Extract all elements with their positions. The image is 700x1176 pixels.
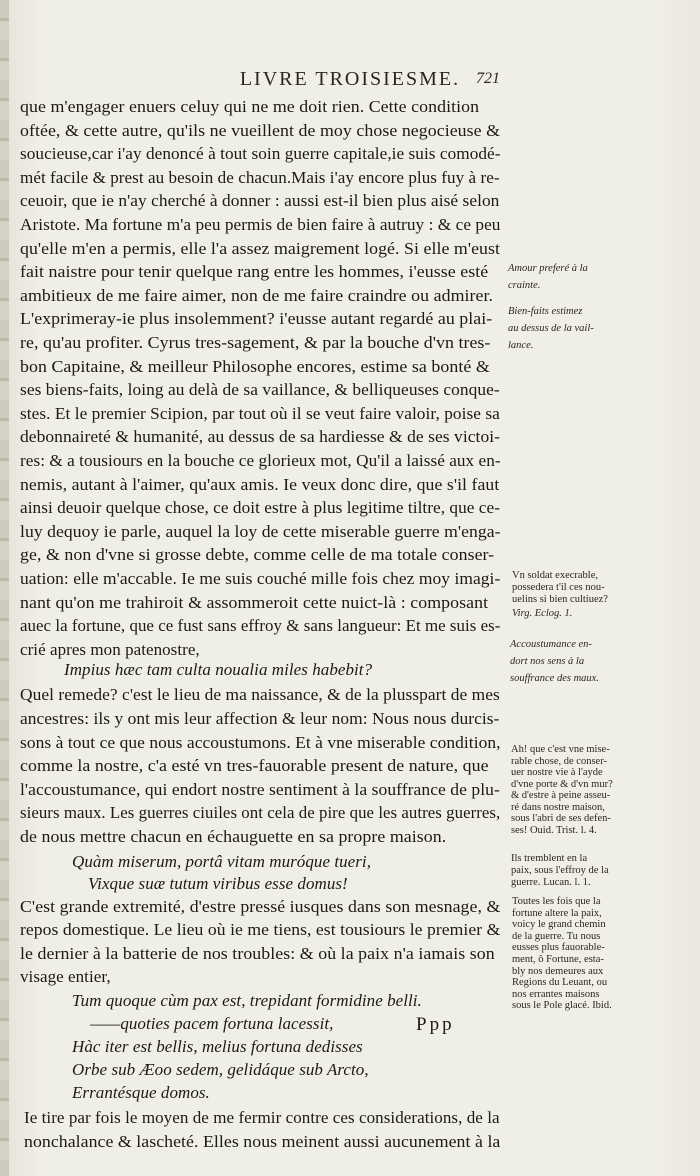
- margin-note-line: Toutes les fois que la: [512, 896, 601, 907]
- margin-note-line: voicy le grand chemin: [512, 919, 606, 931]
- verse-line: Quàm miserum, portâ vitam muróque tueri,: [72, 852, 372, 871]
- text-line: ses biens-faits, loing au delà de sa vaillance, & belliqueuses conque-: [20, 380, 500, 399]
- text-line: re, qu'au profiter. Cyrus tres-sagement, & par la bouche d'vn tres-: [20, 333, 491, 352]
- margin-note-line: d'vne porte & d'vn mur?: [511, 778, 613, 790]
- margin-note-line: Ah! que c'est vne mise-: [511, 744, 610, 755]
- margin-note-line: uer nostre vie à l'ayde: [511, 767, 603, 778]
- margin-note-line: sous l'abri de ses defen-: [511, 813, 611, 824]
- margin-note-line: Bien-faits estimez: [508, 306, 583, 317]
- text-line: L'exprimeray-ie plus insolemment? i'eusse autant regardé au plai-: [20, 309, 493, 328]
- margin-note-line: Vn soldat execrable,: [512, 570, 599, 581]
- margin-note-line: ses! Ouid. Trist. l. 4.: [511, 824, 597, 836]
- margin-note-line: crainte.: [508, 280, 541, 291]
- margin-note-line: rable chose, de conser-: [511, 755, 607, 767]
- text-line: crié apres mon patenostre,: [20, 640, 200, 659]
- verse-line: Orbe sub Æoo sedem, gelidáque sub Arcto,: [72, 1060, 369, 1079]
- margin-note-line: lance.: [508, 340, 534, 351]
- text-line: comme la nostre, c'a esté vn tres-fauorable present de nature, que: [20, 756, 489, 775]
- text-line: oftée, & cette autre, qu'ils ne vueillent de moy chose negocieuse &: [20, 121, 501, 140]
- text-line: ainsi deuoir quelque chose, ce doit estre à plus legitime tiltre, que ce-: [20, 498, 500, 517]
- margin-note-line: bly nos demeures aux: [512, 965, 604, 977]
- text-line: Ie tire par fois le moyen de me fermir contre ces considerations, de la: [24, 1108, 500, 1127]
- verse-line: Vixque suæ tutum viribus esse domus!: [88, 874, 348, 893]
- text-line: uation: elle m'accable. Ie me suis couché mille fois chez moy imagi-: [20, 569, 501, 588]
- text-line: bon Capitaine, & meilleur Philosophe encores, estime sa bonté &: [20, 357, 490, 376]
- margin-note-line: eusses plus fauorable-: [512, 942, 605, 954]
- text-line: que m'engager enuers celuy qui ne me doit rien. Cette condition: [20, 97, 480, 116]
- margin-note-line: guerre. Lucan. l. 1.: [511, 877, 591, 888]
- margin-note-line: sous le Pole glacé. Ibid.: [512, 1000, 612, 1012]
- margin-note-line: ment, ô Fortune, esta-: [512, 954, 604, 965]
- text-line: debonnaireté & humanité, au dessus de sa hardiesse & de ses victoi-: [20, 427, 501, 446]
- text-line: nant qu'on me trahiroit & assommeroit cette nuict-là : composant: [20, 593, 489, 612]
- text-line: de nous mettre chacun en échauguette en sa propre maison.: [20, 827, 447, 846]
- verse-line: ——quoties pacem fortuna lacessit,: [90, 1014, 334, 1033]
- text-line: stes. Et le premier Scipion, par tout où il se veut faire valoir, poise sa: [20, 404, 500, 423]
- text-line: Aristote. Ma fortune m'a peu permis de bien faire à autruy : & ce peu: [20, 215, 501, 234]
- margin-note-ref: Virg. Eclog. 1.: [512, 608, 573, 619]
- text-line: nemis, autant à l'aimer, qu'aux amis. Ie veux donc dire, que s'il faut: [20, 475, 500, 494]
- signature-mark: Ppp: [416, 1014, 455, 1035]
- margin-note-line: au dessus de la vail-: [508, 323, 594, 334]
- margin-note-line: Regions du Leuant, ou: [512, 977, 608, 989]
- verse-line: Tum quoque cùm pax est, trepidant formidine belli.: [72, 991, 422, 1010]
- text-line: l'accoustumance, qui endort nostre sentiment à la souffrance de plu-: [20, 780, 500, 799]
- margin-note-line: ré dans nostre maison,: [511, 801, 605, 813]
- margin-note-line: souffrance des maux.: [510, 673, 599, 684]
- text-line: mét facile & prest au besoin de chacun.Mais i'ay encore plus fuy à re-: [20, 168, 500, 187]
- text-line: res: & a tousiours en la bouche ce glorieux mot, Qu'il a laissé aux en-: [20, 451, 501, 470]
- text-line: sieurs maux. Les guerres ciuiles ont cela de pire que les autres guerres,: [20, 803, 501, 822]
- margin-note-line: possedera t'il ces nou-: [512, 582, 605, 593]
- margin-note-line: de la guerre. Tu nous: [512, 930, 601, 942]
- binding-gutter: [0, 0, 9, 1176]
- text-line: qu'elle m'en a permis, elle l'a assez maigrement logé. Si elle m'eust: [20, 239, 501, 258]
- margin-note-line: Ils tremblent en la: [511, 853, 588, 864]
- margin-note-line: uelins si bien cultiuez?: [512, 594, 608, 605]
- verse-line: Errantésque domos.: [72, 1083, 210, 1102]
- text-line: sons à tout ce que nous accoustumons. Et à vne miserable condition,: [20, 733, 501, 752]
- text-line: repos domestique. Le lieu où ie me tiens, est tousiours le premier &: [20, 920, 501, 939]
- verse-line: Hàc iter est bellis, melius fortuna dedisses: [72, 1037, 363, 1056]
- text-line: ambitieux de me faire aimer, non de me faire craindre ou admirer.: [20, 286, 494, 305]
- margin-note-line: dort nos sens à la: [510, 656, 585, 667]
- margin-note-line: Amour preferé à la: [508, 263, 588, 274]
- text-line: nonchalance & lascheté. Elles nous meinent aussi aucunement à la: [24, 1132, 501, 1151]
- margin-note-line: paix, sous l'effroy de la: [511, 865, 609, 876]
- margin-note-line: nos errantes maisons: [512, 988, 600, 1000]
- text-line: C'est grande extremité, d'estre pressé iusques dans son mesnage, &: [20, 897, 501, 916]
- text-line: le dernier à la batterie de nos troubles: & où la paix n'a iamais son: [20, 944, 495, 963]
- text-line: auec la fortune, que ce fust sans effroy & sans langueur: Et me suis es-: [20, 616, 501, 635]
- text-line: luy dequoy ie parle, auquel la loy de cette miserable guerre m'enga-: [20, 522, 501, 541]
- text-line: fait naistre pour tenir quelque rang entre les hommes, i'eusse esté: [20, 262, 489, 281]
- verse-line: Impius hæc tam culta noualia miles habebit?: [64, 660, 373, 679]
- running-title: LIVRE TROISIESME.: [239, 68, 461, 90]
- margin-note-line: & d'estre à peine asseu-: [511, 790, 611, 801]
- text-line: Quel remede? c'est le lieu de ma naissance, & de la plusspart de mes: [20, 685, 500, 704]
- margin-note-line: Accoustumance en-: [510, 639, 592, 650]
- text-line: visage entier,: [20, 967, 111, 986]
- text-line: soucieuse,car i'ay denoncé à tout soin guerre capitale,ie suis comodé-: [20, 144, 501, 163]
- text-line: ceuoir, que ie n'ay cherché à donner : aussi est-il bien plus aisé selon: [20, 191, 500, 210]
- text-line: ge, & non d'vne si grosse debte, comme celle de ma totale conser-: [20, 545, 495, 564]
- margin-note-line: fortune altere la paix,: [512, 907, 602, 919]
- page-number: 721: [476, 70, 500, 87]
- text-line: ancestres: ils y ont mis leur affection & leur nom: Nous nous durcis-: [20, 709, 500, 728]
